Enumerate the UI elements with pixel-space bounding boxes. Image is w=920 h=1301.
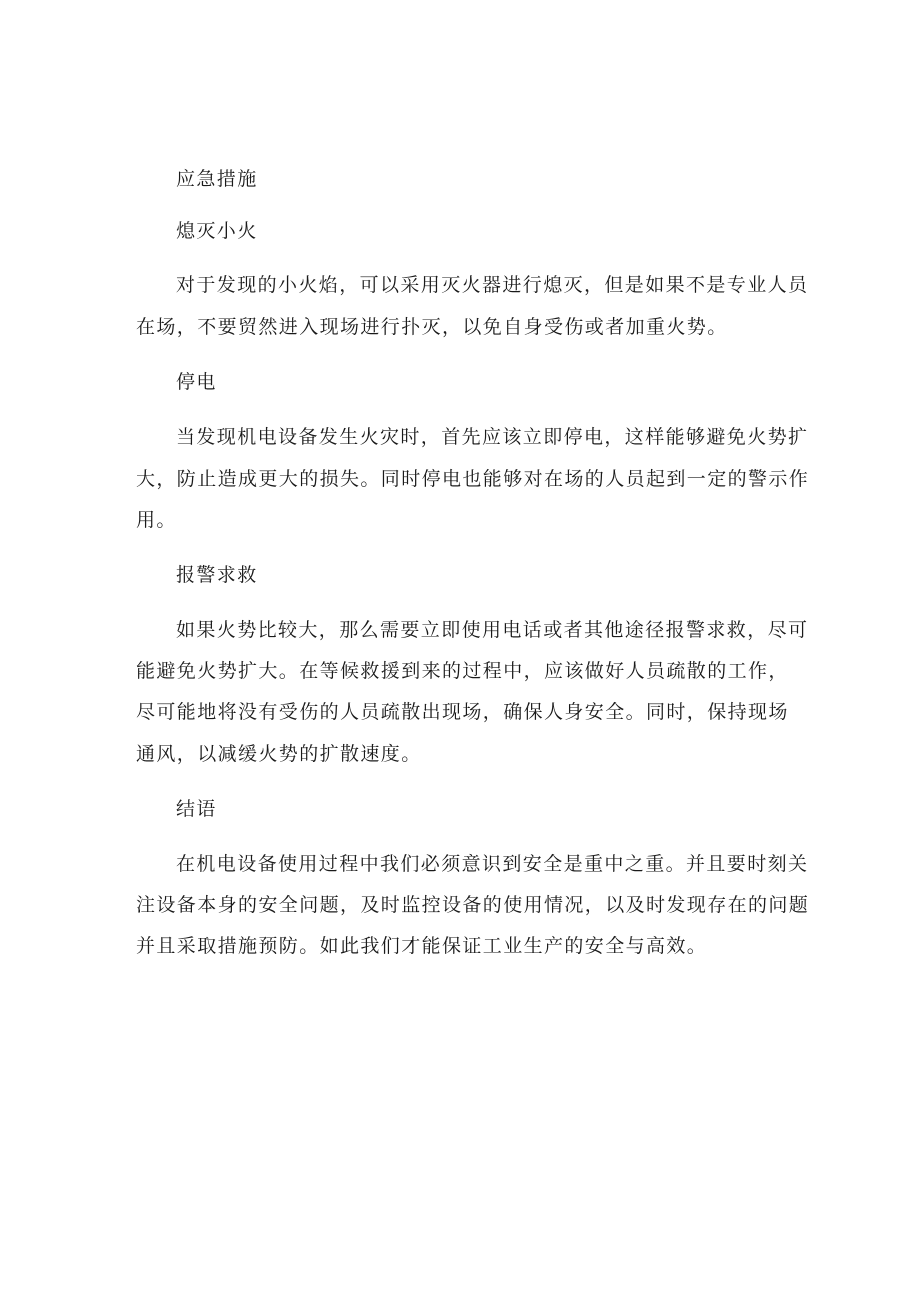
paragraph-power-off-line-1: 当发现机电设备发生火灾时，首先应该立即停电，这样能够避免火势扩 (176, 426, 809, 448)
paragraph-alarm-line-4: 通风，以减缓火势的扩散速度。 (136, 743, 422, 765)
paragraph-alarm-line-3: 尽可能地将没有受伤的人员疏散出现场，确保人身安全。同时，保持现场 (136, 701, 789, 723)
subheading-extinguish: 熄灭小火 (176, 220, 258, 242)
subheading-conclusion: 结语 (176, 798, 217, 820)
paragraph-conclusion-line-1: 在机电设备使用过程中我们必须意识到安全是重中之重。并且要时刻关 (176, 853, 809, 875)
paragraph-power-off-line-2: 大，防止造成更大的损失。同时停电也能够对在场的人员起到一定的警示作 (136, 468, 810, 490)
paragraph-extinguish-line-2: 在场，不要贸然进入现场进行扑灭，以免自身受伤或者加重火势。 (136, 316, 728, 338)
paragraph-extinguish-line-1: 对于发现的小火焰，可以采用灭火器进行熄灭，但是如果不是专业人员 (176, 274, 809, 296)
subheading-alarm: 报警求救 (176, 564, 258, 586)
paragraph-alarm-line-1: 如果火势比较大，那么需要立即使用电话或者其他途径报警求救，尽可 (176, 619, 809, 641)
paragraph-power-off-line-3: 用。 (136, 509, 177, 531)
section-heading-emergency: 应急措施 (176, 168, 258, 190)
paragraph-conclusion-line-2: 注设备本身的安全问题，及时监控设备的使用情况，以及时发现存在的问题 (136, 894, 810, 916)
subheading-power-off: 停电 (176, 371, 217, 393)
paragraph-conclusion-line-3: 并且采取措施预防。如此我们才能保证工业生产的安全与高效。 (136, 935, 708, 957)
paragraph-alarm-line-2: 能避免火势扩大。在等候救援到来的过程中，应该做好人员疏散的工作， (136, 660, 789, 682)
